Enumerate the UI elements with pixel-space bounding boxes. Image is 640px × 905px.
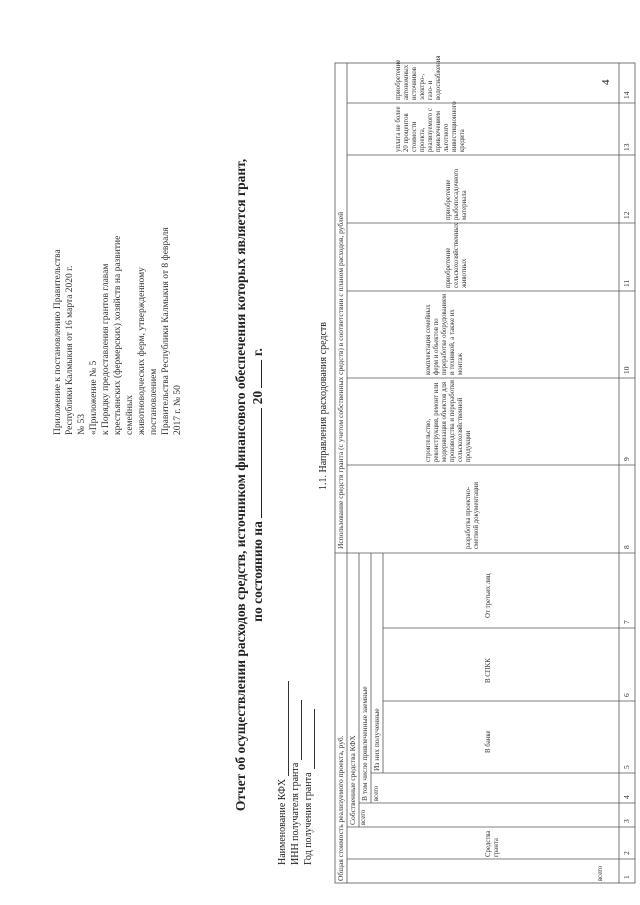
col-number: 7 (622, 620, 631, 624)
appendix-line: Республики Калмыкия от 16 марта 2020 г. (65, 265, 75, 435)
col-number: 3 (622, 819, 631, 823)
col-label-14: приобретение автономных источников электро-, газо- и водоснабжения (395, 55, 442, 100)
col-number: 10 (622, 366, 631, 374)
col-number: 11 (622, 279, 631, 287)
appendix-line: «Приложение № 5 (89, 360, 99, 435)
inn-row (289, 681, 302, 865)
col-label-6: В СПКК (485, 658, 492, 683)
appendix-line: постановлением (149, 368, 159, 435)
col-label-11: приобретение сельскохозяйственных животных (445, 222, 468, 288)
grant-year-row (302, 681, 315, 865)
grant-year-blank (314, 709, 315, 769)
appendix-line: Приложение к постановлению Правительства (53, 249, 63, 435)
appendix-line: № 53 (77, 414, 87, 435)
col-label-3: всего (360, 809, 367, 825)
appendix-line: семейных (125, 394, 135, 435)
col-number: 1 (622, 875, 631, 879)
grant-year-label: Год получения гранта (303, 772, 314, 865)
col-label-10: комплектация семейных ферм и объектов по переработке оборудованием и техникой, а также их монтаж (425, 293, 464, 375)
appendix-line: Правительства Республики Калмыкия от 8 февраля (161, 227, 171, 435)
appendix-line: крестьянских (фермерских) хозяйств на развитие (113, 235, 123, 435)
farm-name-label: Наименование КФХ (277, 778, 288, 865)
title-line-1: Отчет об осуществлении расходов средств, источником финансового обеспечения которых является грант, (233, 158, 248, 812)
col-label-7: От третьих лиц (485, 573, 492, 618)
col-label-13: уплата не более 20 процентов стоимости проекта, реализуемого с привлечением льготного инвестиционного кредита (395, 101, 466, 152)
header-of-which: Из них полученные (372, 708, 381, 771)
appendix-line: 2017 г. № 50 (173, 385, 183, 435)
title-year-suffix: г. (250, 348, 265, 357)
appendix-block (52, 135, 184, 435)
col-label-4: всего (373, 785, 380, 801)
header-own-funds: Собственные средства КФХ (348, 735, 357, 825)
col-label-2: Средства гранта (485, 830, 500, 857)
col-label-12: приобретение рыбопосадочного материала (445, 168, 468, 220)
farm-info (276, 681, 315, 865)
report-title (232, 105, 266, 865)
appendix-line: животноводческих ферм, утвержденному (137, 267, 147, 435)
col-number: 12 (622, 211, 631, 219)
year-blank (261, 360, 262, 388)
farm-name-row (276, 681, 289, 865)
col-number: 8 (622, 545, 631, 549)
col-number: 6 (622, 693, 631, 697)
inn-label: ИНН получателя гранта (290, 762, 301, 865)
appendix-line: к Порядку предоставления грантов главам (101, 263, 111, 435)
header-total-cost: Общая стоимость реализуемого проекта, руб. (336, 735, 345, 881)
col-number: 4 (622, 795, 631, 799)
col-label-1: всего (597, 865, 604, 881)
title-date-prefix: по состоянию на (250, 521, 265, 622)
section-heading: 1.1. Направления расходования средств (318, 322, 329, 490)
page-number: 4 (600, 79, 612, 85)
col-label-8: разработка проектно- сметной документации (465, 482, 480, 549)
title-line-2 (249, 105, 266, 865)
col-number: 5 (622, 765, 631, 769)
header-usage: Использование средств гранта (с учетом собственных средств) в соответствии с планом расходов, рублей (336, 211, 345, 549)
title-year: 20 (250, 390, 265, 405)
header-incl-borrowed: В том числе привлеченные заемные (360, 686, 369, 801)
col-number: 9 (622, 457, 631, 461)
date-blank (261, 408, 262, 518)
col-label-9: строительство, реконструкция, ремонт или модернизация объектов для производства и переработки сельскохозяйственной продукции (425, 380, 472, 462)
col-number: 14 (622, 91, 631, 99)
col-label-5: В банке (485, 730, 492, 753)
col-number: 13 (622, 143, 631, 151)
expense-table (335, 55, 640, 883)
col-number: 2 (622, 851, 631, 855)
